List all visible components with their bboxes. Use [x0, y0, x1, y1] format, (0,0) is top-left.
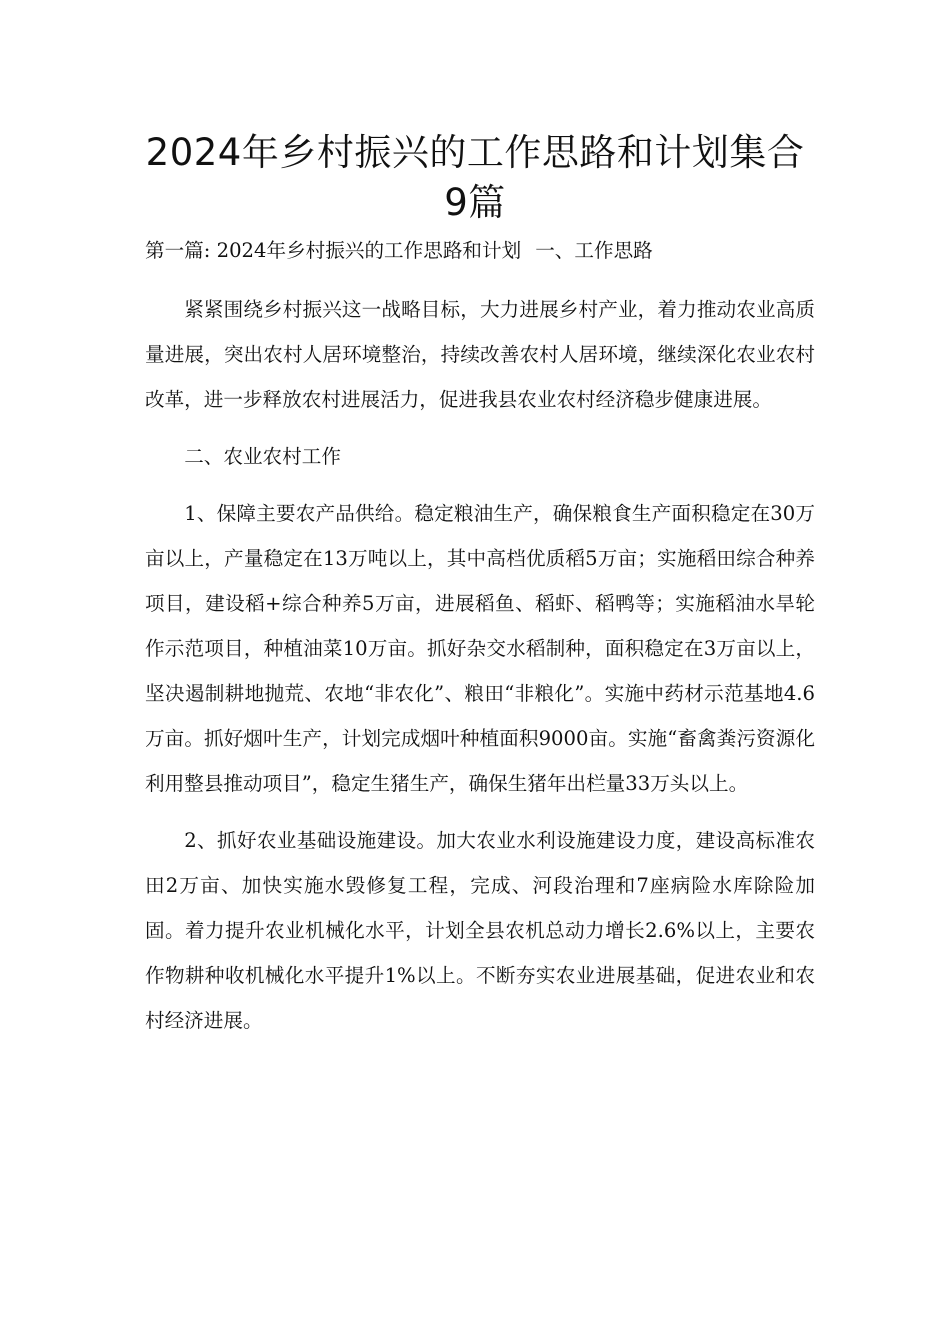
document-title-line-1: 2024年乡村振兴的工作思路和计划集合	[145, 131, 805, 174]
paragraph-infrastructure: 2、抓好农业基础设施建设。加大农业水利设施建设力度，建设高标准农田2万亩、加快实施水毁修复工程，完成、河段治理和7座病险水库除险加固。着力提升农业机械化水平，计划全县农机总动力增长2.6%以上，主要农作物耕种收机械化水平提升1%以上。不断夯实农业进展基础，促进农业和农村经济进展。	[145, 829, 815, 1032]
document-title-line-2: 9篇	[444, 181, 506, 224]
document-body	[145, 287, 815, 1043]
paragraph-work-ideas: 紧紧围绕乡村振兴这一战略目标，大力进展乡村产业，着力推动农业高质量进展，突出农村人居环境整治，持续改善农村人居环境，继续深化农业农村改革，进一步释放农村进展活力，促进我县农业农村经济稳步健康进展。	[145, 298, 815, 411]
paragraph-agricultural-supply: 1、保障主要农产品供给。稳定粮油生产，确保粮食生产面积稳定在30万亩以上，产量稳定在13万吨以上，其中高档优质稻5万亩；实施稻田综合种养项目，建设稻+综合种养5万亩，进展稻鱼、稻虾、稻鸭等；实施稻油水旱轮作示范项目，种植油菜10万亩。抓好杂交水稻制种，面积稳定在3万亩以上，坚决遏制耕地抛荒、农地“非农化”、粮田“非粮化”。实施中药材示范基地4.6万亩。抓好烟叶生产，计划完成烟叶种植面积9000亩。实施“畜禽粪污资源化利用整县推动项目”，稳定生猪生产，确保生猪年出栏量33万头以上。	[145, 502, 815, 795]
document-title	[120, 128, 830, 228]
chapter-heading	[145, 236, 815, 266]
chapter-title: 第一篇: 2024年乡村振兴的工作思路和计划	[145, 239, 522, 262]
section-heading-work-ideas: 一、工作思路	[535, 239, 653, 262]
section-heading-rural-work: 二、农业农村工作	[184, 445, 341, 468]
